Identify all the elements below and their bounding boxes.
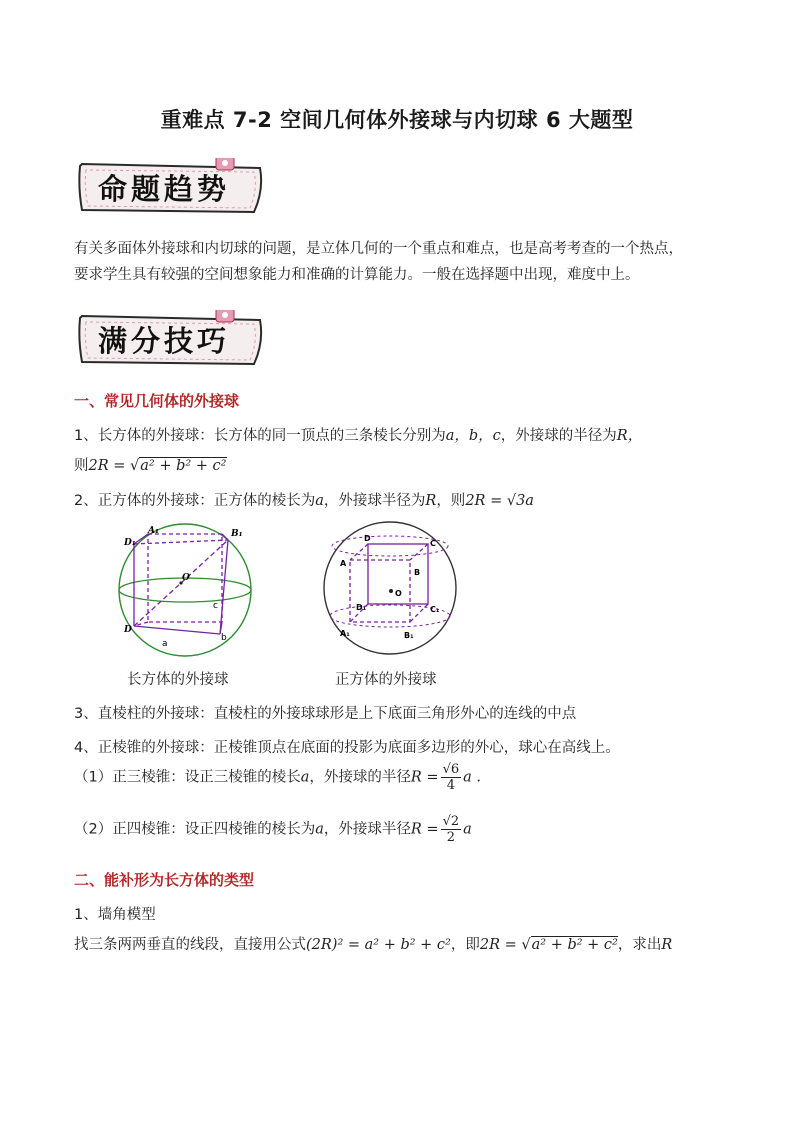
s2-tail: ，求出 [617, 937, 662, 953]
s1-sub2-lhs: R = [410, 821, 439, 838]
label-c: c [213, 601, 218, 611]
s1-item1-vars: a，b，c [445, 428, 501, 444]
label-D: D [124, 625, 132, 635]
s1-sub1-mid: ，外接球的半径 [309, 769, 411, 786]
s1-sub1-fraction [441, 762, 462, 793]
label-D1: D₁ [124, 538, 136, 548]
label-A1: A₁ [148, 526, 159, 536]
caption-cube: 正方体的外接球 [335, 672, 437, 688]
label-b: b [221, 633, 227, 643]
s1-item2-then: ，则 [436, 493, 466, 509]
s1-sub2-den: 2 [446, 830, 455, 845]
s1-sub1-tail: a . [463, 769, 482, 786]
section2-heading: 二、能补形为长方体的类型 [74, 871, 255, 889]
s1-sub1-num: √6 [442, 762, 460, 777]
s1-item2-text: 2、正方体的外接球：正方体的棱长为 [74, 493, 316, 509]
label-B1: B₁ [404, 631, 414, 640]
s1-item1 [74, 424, 642, 445]
s2-mid: ，即 [450, 937, 480, 953]
banner-trend-label: 命题趋势 [98, 172, 231, 206]
s1-item2-formula: 2R = √3a [465, 493, 534, 509]
s1-item2-R: R [425, 493, 437, 509]
s2-line-text: 找三条两两垂直的线段，直接用公式 [74, 937, 306, 953]
cuboid-sphere-figure [110, 522, 260, 662]
label-D: D [364, 534, 371, 543]
label-A1: A₁ [340, 629, 350, 638]
s1-item1-text: 1、长方体的外接球：长方体的同一顶点的三条棱长分别为 [74, 428, 446, 444]
s1-item1-formula-radicand: a² + b² + c² [140, 458, 227, 474]
label-C: C [430, 539, 436, 548]
label-A: A [340, 559, 347, 568]
s1-sub2-num: √2 [442, 814, 460, 829]
banner-skills [76, 310, 266, 368]
s1-sub1-a: a [300, 769, 310, 786]
s2-formula-line: 找三条两两垂直的线段，直接用公式(2R)² = a² + b² + c²，即2R = √a² + b² + c²，求出R [74, 937, 673, 953]
page-title: 重难点 7-2 空间几何体外接球与内切球 6 大题型 [160, 108, 634, 132]
s1-item2-mid: ，外接球半径为 [323, 493, 426, 509]
s1-item3: 3、直棱柱的外接球：直棱柱的外接球球形是上下底面三角形外心的连线的中点 [74, 706, 577, 722]
s1-item1-R: R， [616, 428, 643, 444]
s1-sub2-mid: ，外接球半径 [323, 821, 411, 838]
label-D1: D₁ [356, 603, 367, 612]
label-a: a [162, 639, 168, 649]
label-O: O [182, 573, 190, 583]
s2-formula2-radicand: a² + b² + c² [531, 937, 618, 953]
s2-formula2-lhs: 2R = [479, 937, 522, 953]
cube-sphere-figure [320, 518, 460, 658]
s1-sub1 [74, 762, 481, 793]
s1-item1-then: 则 [74, 458, 89, 474]
s1-item1-formula: 则2R = √a² + b² + c² [74, 458, 227, 474]
s2-R: R [661, 937, 673, 953]
s1-item1-tail: ，外接球的半径为 [500, 428, 617, 444]
s1-sub2 [74, 814, 472, 845]
intro-line-1: 有关多面体外接球和内切球的问题，是立体几何的一个重点和难点，也是高考考查的一个热点， [74, 241, 683, 257]
label-O: O [395, 589, 402, 598]
s2-item1: 1、墙角模型 [74, 907, 156, 923]
s1-sub2-text: （2）正四棱锥：设正四棱锥的棱长为 [74, 821, 316, 838]
label-C1: C₁ [430, 605, 440, 614]
s1-item2-a: a [315, 493, 324, 509]
s2-formula1: (2R)² = a² + b² + c² [306, 937, 451, 953]
s1-sub2-a: a [315, 821, 324, 838]
s1-item1-formula-lhs: 2R = [88, 458, 131, 474]
s1-sub1-den: 4 [446, 778, 455, 793]
caption-cuboid: 长方体的外接球 [127, 672, 229, 688]
intro-line-2: 要求学生具有较强的空间想象能力和准确的计算能力。一般在选择题中出现，难度中上。 [74, 267, 640, 283]
s1-item2 [74, 489, 534, 510]
s1-sub2-fraction [441, 814, 462, 845]
s1-sub1-text: （1）正三棱锥：设正三棱锥的棱长 [74, 769, 301, 786]
label-B: B [414, 568, 421, 577]
s1-sub1-lhs: R = [410, 769, 439, 786]
banner-trend [76, 158, 266, 216]
s1-item4: 4、正棱锥的外接球：正棱锥顶点在底面的投影为底面多边形的外心，球心在高线上。 [74, 740, 620, 756]
intro-paragraph [74, 236, 724, 288]
label-B1: B₁ [231, 529, 243, 539]
banner-skills-label: 满分技巧 [98, 324, 231, 358]
section1-heading: 一、常见几何体的外接球 [74, 392, 240, 410]
s1-sub2-tail: a [463, 821, 472, 838]
